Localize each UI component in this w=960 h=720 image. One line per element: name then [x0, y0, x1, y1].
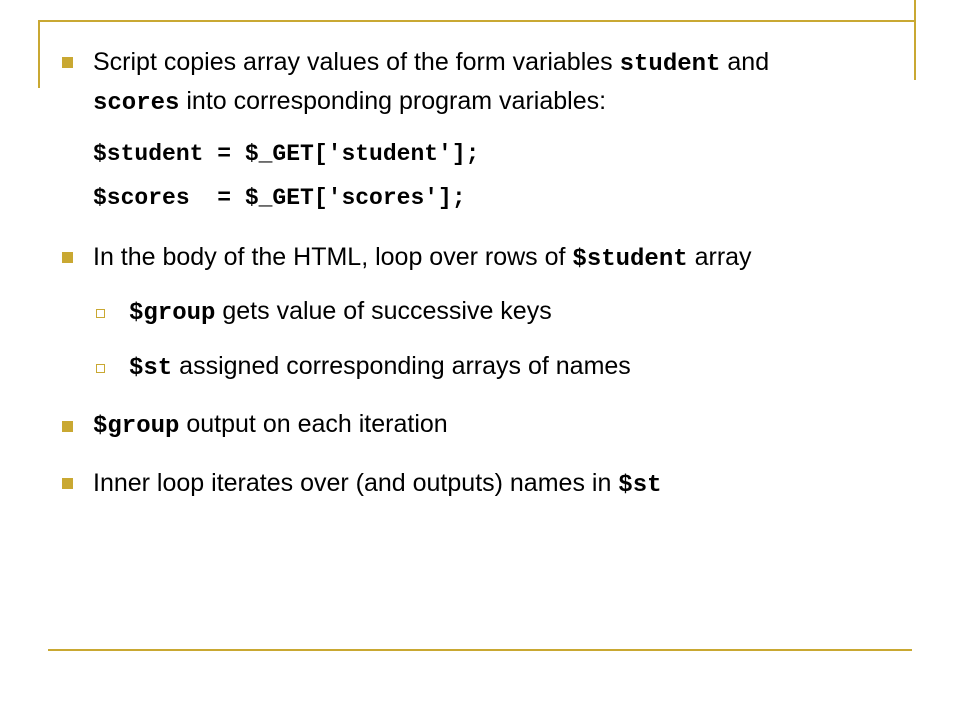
bottom-rule	[48, 649, 912, 651]
code-line-1: $student = $_GET['student'];	[93, 141, 480, 167]
bullet-2-text: In the body of the HTML, loop over rows of	[93, 243, 573, 271]
square-bullet-icon	[62, 421, 73, 432]
sub-bullet-1-text: gets value of successive keys	[222, 297, 552, 325]
hollow-square-bullet-icon	[96, 364, 105, 373]
bullet-1-text-2: into corresponding program variables:	[186, 87, 607, 115]
bullet-2-code: $student	[572, 246, 688, 273]
bullet-3-line	[93, 409, 448, 442]
bullet-3-text: output on each iteration	[186, 410, 448, 438]
square-bullet-icon	[62, 252, 73, 263]
bullet-3-code: $group	[93, 413, 180, 440]
bullet-1-text-and: and	[727, 48, 770, 76]
bullet-2-tail: array	[694, 243, 752, 271]
bullet-1-line-2	[93, 86, 606, 119]
square-bullet-icon	[62, 478, 73, 489]
left-rule	[38, 20, 40, 88]
code-line-2: $scores = $_GET['scores'];	[93, 185, 466, 211]
square-bullet-icon	[62, 57, 73, 68]
hollow-square-bullet-icon	[96, 309, 105, 318]
bullet-1-code-student: student	[619, 51, 721, 78]
bullet-4-code: $st	[618, 472, 662, 499]
sub-bullet-1-code: $group	[129, 300, 216, 327]
sub-bullet-2-line	[129, 351, 631, 384]
right-rule	[914, 0, 916, 80]
bullet-4-text: Inner loop iterates over (and outputs) names in	[93, 469, 619, 497]
bullet-1-text: Script copies array values of the form variables	[93, 48, 620, 76]
sub-bullet-2-code: $st	[129, 355, 173, 382]
sub-bullet-1-line	[129, 296, 552, 329]
top-rule	[38, 20, 916, 22]
bullet-4-line	[93, 468, 662, 501]
bullet-2-line	[93, 242, 752, 275]
bullet-1-line-1	[93, 47, 769, 80]
sub-bullet-2-text: assigned corresponding arrays of names	[179, 352, 631, 380]
bullet-1-code-scores: scores	[93, 90, 180, 117]
